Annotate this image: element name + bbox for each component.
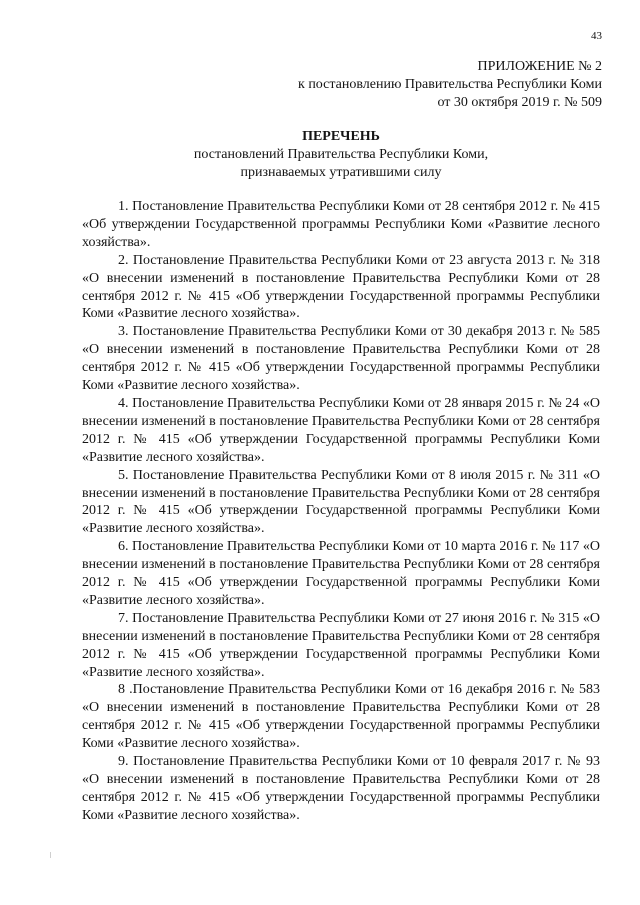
appendix-line-2: от 30 октября 2019 г. № 509	[437, 95, 602, 110]
heading-title: ПЕРЕЧЕНЬ	[302, 129, 380, 144]
appendix-title: ПРИЛОЖЕНИЕ № 2	[477, 59, 602, 74]
list-item: 6. Постановление Правительства Республики Коми от 10 марта 2016 г. № 117 «О внесении изменений в постановление Правительства Республики Коми от 28 сентября 2012 г. № 415 «Об утверждении Государственной программы Республики Коми «Развитие лесного хозяйства».	[82, 539, 600, 608]
list-item: 8 .Постановление Правительства Республики Коми от 16 декабря 2016 г. № 583 «О внесении изменений в постановление Правительства Республики Коми от 28 сентября 2012 г. № 415 «Об утверждении Государственной программы Республики Коми «Развитие лесного хозяйства».	[82, 682, 600, 752]
list-item: 1. Постановление Правительства Республики Коми от 28 сентября 2012 г. № 415 «Об утверждении Государственной программы Республики Коми «Развитие лесного хозяйства».	[82, 199, 600, 250]
list-item: 5. Постановление Правительства Республики Коми от 8 июля 2015 г. № 311 «О внесении изменений в постановление Правительства Республики Коми от 28 сентября 2012 г. № 415 «Об утверждении Государственной программы Республики Коми «Развитие лесного хозяйства».	[82, 467, 600, 537]
list-item: 4. Постановление Правительства Республики Коми от 28 января 2015 г. № 24 «О внесении изменений в постановление Правительства Республики Коми от 28 сентября 2012 г. № 415 «Об утверждении Государственной программы Республики Коми «Развитие лесного хозяйства».	[82, 395, 600, 465]
list-item: 9. Постановление Правительства Республики Коми от 10 февраля 2017 г. № 93 «О внесении изменений в постановление Правительства Республики Коми от 28 сентября 2012 г. № 415 «Об утверждении Государственной программы Республики Коми «Развитие лесного хозяйства».	[82, 754, 600, 823]
resolutions-list	[82, 198, 600, 825]
document-heading	[82, 128, 600, 182]
scan-mark	[50, 852, 51, 858]
appendix-line-1: к постановлению Правительства Республики Коми	[298, 77, 602, 92]
list-item: 7. Постановление Правительства Республики Коми от 27 июня 2016 г. № 315 «О внесении изменений в постановление Правительства Республики Коми от 28 сентября 2012 г. № 415 «Об утверждении Государственной программы Республики Коми «Развитие лесного хозяйства».	[82, 610, 600, 680]
page-number: 43	[591, 30, 602, 42]
heading-line-1: постановлений Правительства Республики Коми,	[193, 147, 489, 162]
appendix-block	[298, 58, 602, 112]
list-item: 3. Постановление Правительства Республики Коми от 30 декабря 2013 г. № 585 «О внесении изменений в постановление Правительства Республики Коми от 28 сентября 2012 г. № 415 «Об утверждении Государственной программы Республики Коми «Развитие лесного хозяйства».	[82, 324, 600, 394]
heading-line-2: признаваемых утратившими силу	[240, 165, 442, 180]
list-item: 2. Постановление Правительства Республики Коми от 23 августа 2013 г. № 318 «О внесении изменений в постановление Правительства Республики Коми от 28 сентября 2012 г. № 415 «Об утверждении Государственной программы Республики Коми «Развитие лесного хозяйства».	[82, 252, 600, 322]
